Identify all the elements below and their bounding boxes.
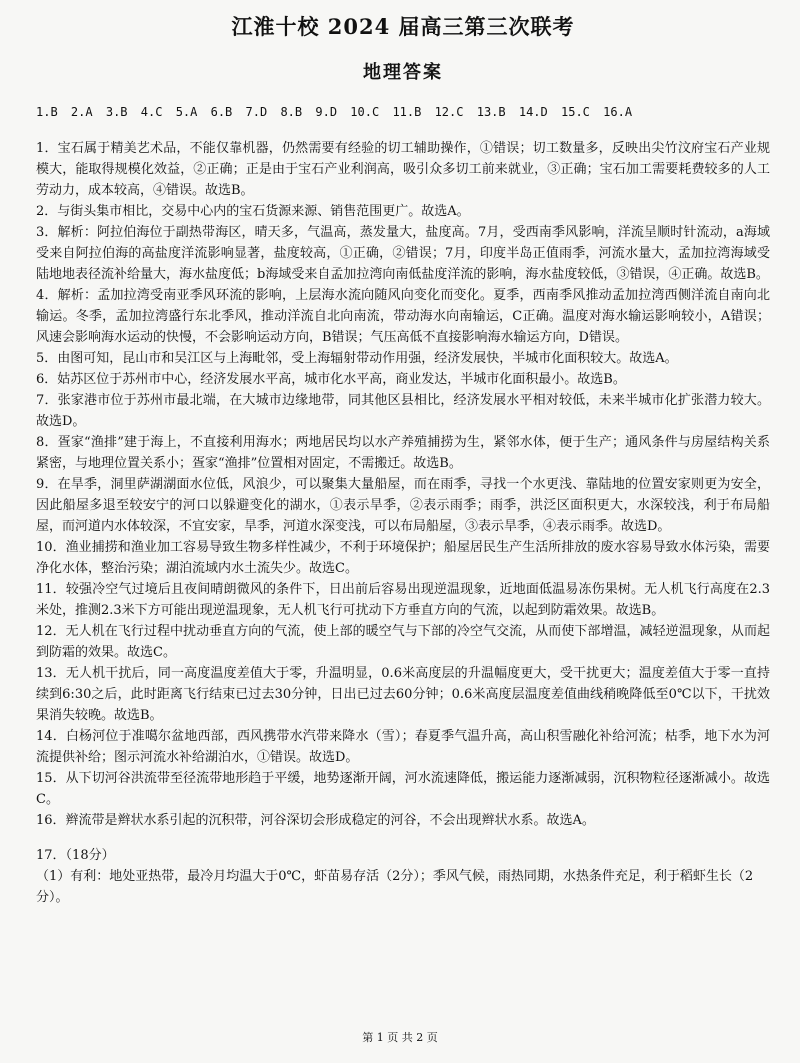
page-title: 江淮十校 2024 届高三第三次联考 (231, 14, 575, 39)
explanation-item: 8．疍家“渔排”建于海上，不直接利用海水；两地居民均以水产养殖捕捞为生，紧邻水体，便于生产；通风条件与房屋结构关系紧密，与地理位置关系小；疍家“渔排”位置相对固定，不需搬迁。故选B。 (36, 435, 770, 471)
answer-item: 2.A (70, 105, 93, 119)
explanation-item: 7．张家港市位于苏州市最北端，在大城市边缘地带，同其他区县相比，经济发展水平相对较低，未来半城市化扩张潜力较大。故选D。 (36, 393, 770, 429)
answer-item: 4.C (140, 105, 163, 119)
explanation-item: 10．渔业捕捞和渔业加工容易导致生物多样性减少，不利于环境保护；船屋居民生产生活所排放的废水容易导致水体污染，需要净化水体，整治污染；湖泊流域内水土流失少。故选C。 (36, 540, 770, 576)
explanation-item: 16．辫流带是辫状水系引起的沉积带，河谷深切会形成稳定的河谷，不会出现辫状水系。故选A。 (36, 813, 595, 828)
answer-item: 5.A (175, 105, 198, 119)
page-subtitle: 地理答案 (363, 62, 443, 83)
answer-key (36, 102, 770, 122)
page-footer: 第 1 页 共 2 页 (362, 1031, 438, 1044)
answer-item: 16.A (603, 105, 633, 119)
answer-item: 1.B (36, 105, 58, 119)
explanation-item: 14．白杨河位于准噶尔盆地西部，西风携带水汽带来降水（雪）；春夏季气温升高，高山积雪融化补给河流；枯季，地下水为河流提供补给；图示河流水补给湖泊水，①错误。故选D。 (36, 729, 770, 765)
answer-item: 15.C (561, 105, 590, 119)
explanation-item: 13．无人机干扰后，同一高度温度差值大于零，升温明显，0.6米高度层的升温幅度更大，受干扰更大；温度差值大于零一直持续到6:30之后，此时距离飞行结束已过去30分钟，日出已过去60分钟；0.6米高度层温度差值曲线稍晚降低至0℃以下，干扰效果消失较晚。故选B。 (36, 666, 770, 723)
answer-item: 9.D (315, 105, 338, 119)
explanation-item: 6．姑苏区位于苏州市中心，经济发展水平高，城市化水平高，商业发达，半城市化面积最小。故选B。 (36, 372, 626, 387)
answer-item: 13.B (476, 105, 506, 119)
explanation-item: 9．在旱季，洞里萨湖湖面水位低，风浪少，可以聚集大量船屋，而在雨季，寻找一个水更浅、靠陆地的位置安家则更为安全，因此船屋多退至较安宁的河口以躲避变化的湖水，①表示旱季，②表示雨季；雨季，洪泛区面积更大，水深较浅，利于布局船屋，而河道内水体较深，不宜安家，旱季，河道水深变浅，可以布局船屋，③表示旱季，④表示雨季。故选D。 (36, 477, 770, 534)
explanation-list (36, 138, 770, 831)
answer-item: 8.B (280, 105, 303, 119)
question-17-part1: （1）有利：地处亚热带，最冷月均温大于0℃，虾苗易存活（2分）；季风气候，雨热同期，水热条件充足，利于稻虾生长（2分）。 (36, 869, 754, 905)
answer-item: 11.B (392, 105, 422, 119)
answer-item: 14.D (518, 105, 548, 119)
answer-item: 12.C (434, 105, 464, 119)
question-17-heading: 17．（18分） (36, 848, 115, 863)
explanation-item: 15．从下切河谷洪流带至径流带地形趋于平缓，地势逐渐开阔，河水流速降低，搬运能力逐渐减弱，沉积物粒径逐渐减小。故选C。 (36, 771, 770, 807)
answer-item: 6.B (210, 105, 233, 119)
explanation-item: 11．较强冷空气过境后且夜间晴朗微风的条件下，日出前后容易出现逆温现象，近地面低温易冻伤果树。无人机飞行高度在2.3米处，推测2.3米下方可能出现逆温现象，无人机飞行可扰动下方垂直方向的气流，以起到防霜效果。故选B。 (36, 582, 770, 618)
explanation-item: 12．无人机在飞行过程中扰动垂直方向的气流，使上部的暖空气与下部的冷空气交流，从而使下部增温，减轻逆温现象，从而起到防霜的效果。故选C。 (36, 624, 770, 660)
explanation-item: 2．与街头集市相比，交易中心内的宝石货源来源、销售范围更广。故选A。 (36, 204, 470, 219)
question-17 (36, 845, 770, 908)
explanation-item: 3．解析：阿拉伯海位于副热带海区，晴天多，气温高，蒸发量大，盐度高。7月，受西南季风影响，洋流呈顺时针流动，a海域受来自阿拉伯海的高盐度洋流影响显著，盐度较高，①正确，②错误；7月，印度半岛正值雨季，河流水量大，孟加拉湾海域受陆地地表径流补给量大，海水盐度低；b海域受来自孟加拉湾向南低盐度洋流的影响，海水盐度较低，③错误，④正确。故选B。 (36, 225, 770, 282)
answer-item: 7.D (245, 105, 268, 119)
answer-item: 10.C (350, 105, 380, 119)
explanation-item: 1．宝石属于精美艺术品，不能仅靠机器，仍然需要有经验的切工辅助操作，①错误；切工数量多，反映出尖竹汶府宝石产业规模大，能取得规模化效益，②正确；正是由于宝石产业利润高，吸引众多切工前来就业，③正确；宝石加工需要耗费较多的人工劳动力，成本较高，④错误。故选B。 (36, 141, 770, 198)
explanation-item: 4．解析：孟加拉湾受南亚季风环流的影响，上层海水流向随风向变化而变化。夏季，西南季风推动孟加拉湾西侧洋流自南向北输运。冬季，孟加拉湾盛行东北季风，推动洋流自北向南流，带动海水向南输运，C正确。温度对海水输运影响较小，A错误；风速会影响海水运动的快慢，不会影响运动方向，B错误；气压高低不直接影响海水输运方向，D错误。 (36, 288, 770, 345)
explanation-item: 5．由图可知，昆山市和吴江区与上海毗邻，受上海辐射带动作用强，经济发展快，半城市化面积较大。故选A。 (36, 351, 678, 366)
answer-item: 3.B (105, 105, 128, 119)
